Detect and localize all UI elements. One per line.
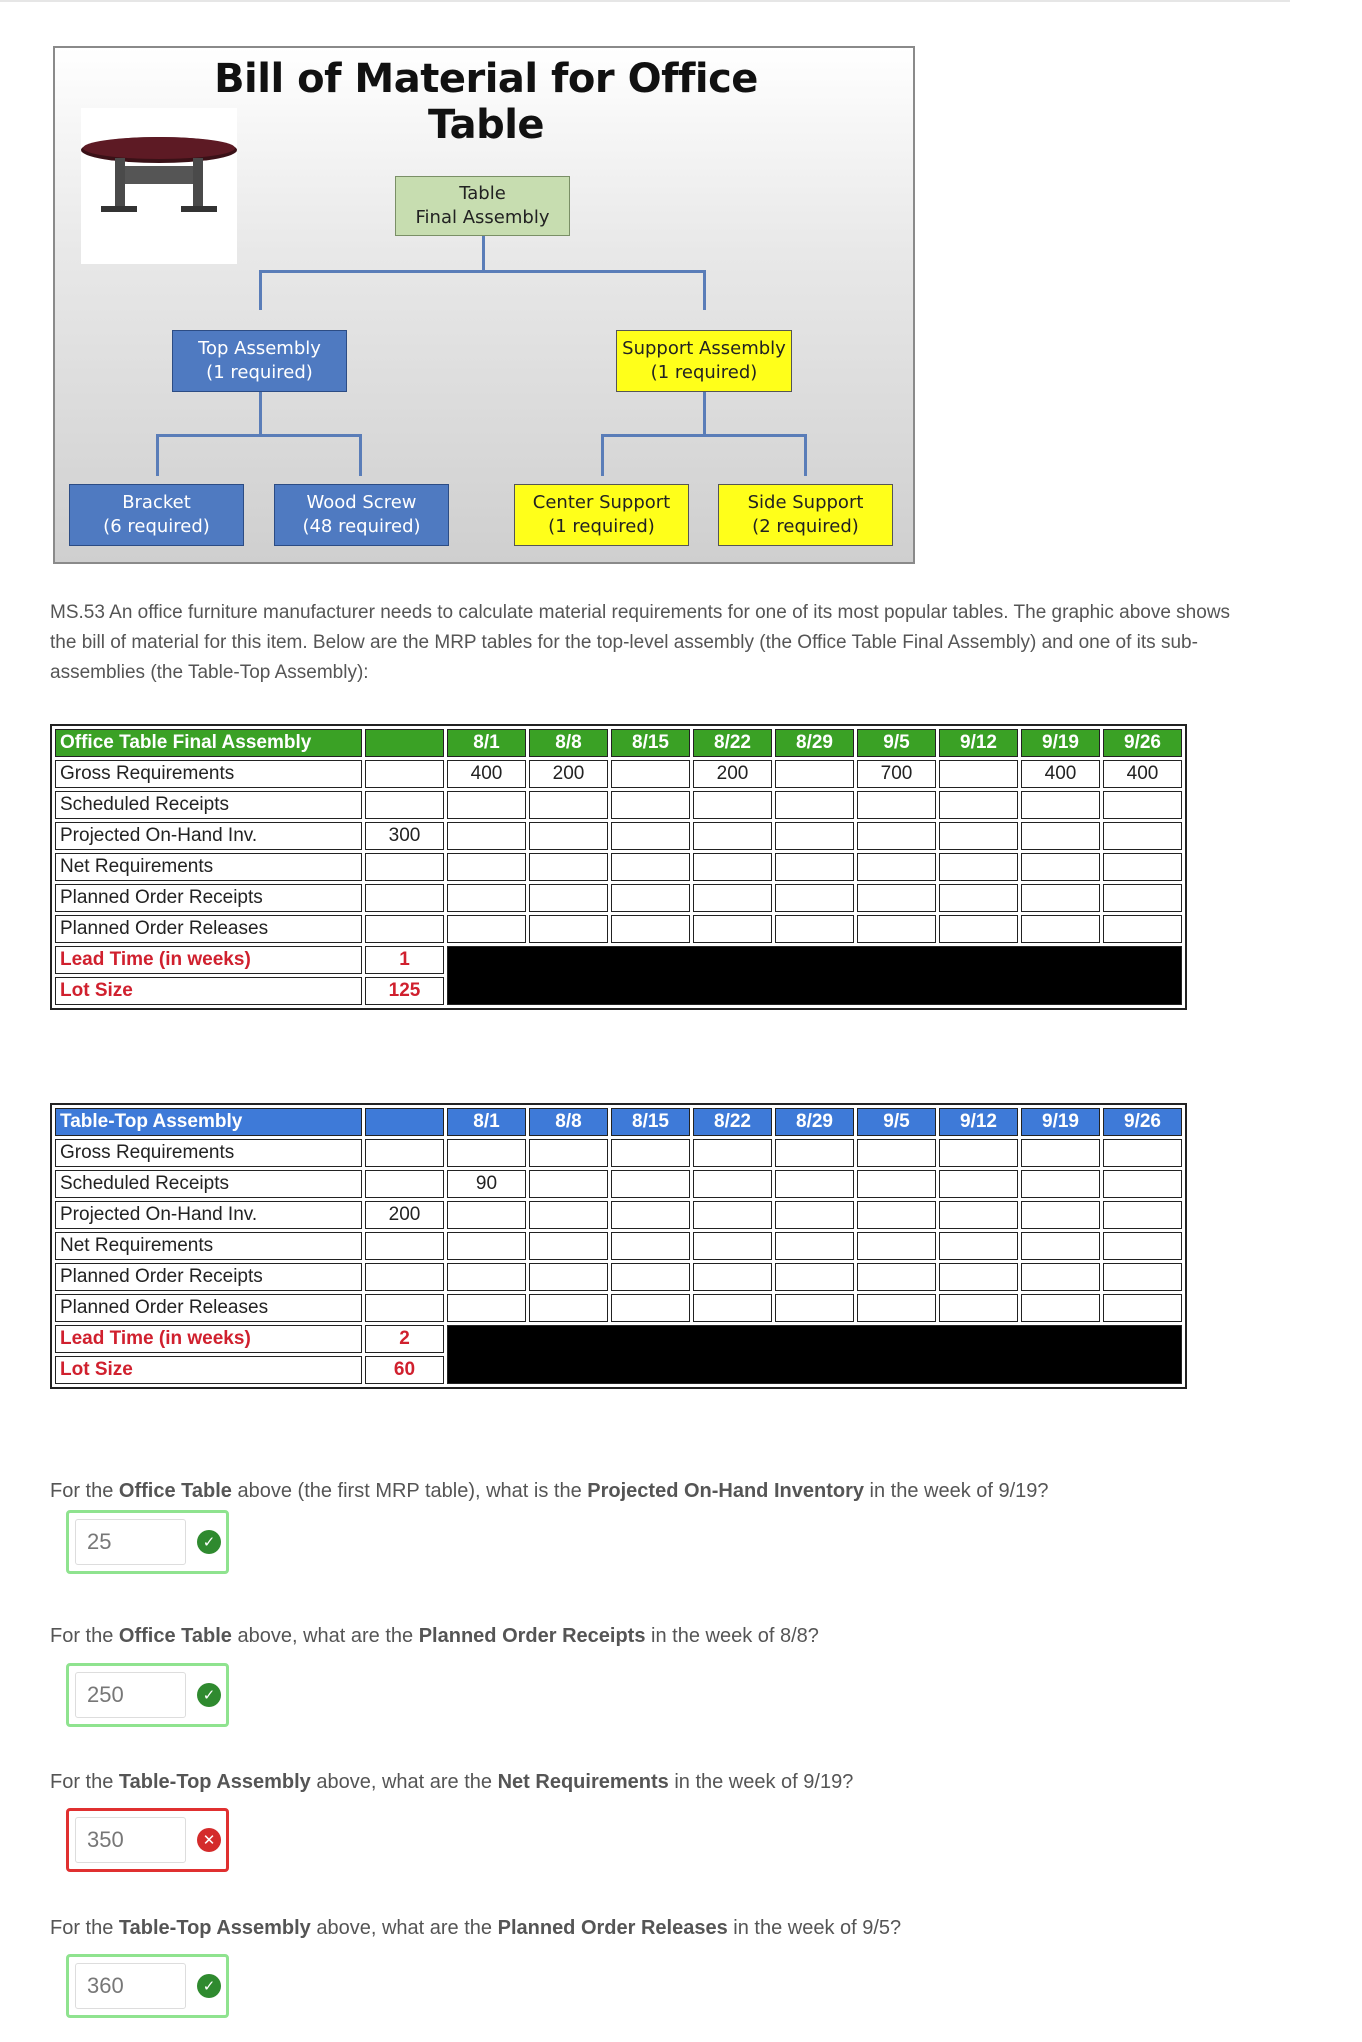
- cell: [447, 1139, 526, 1167]
- problem-intro: MS.53 An office furniture manufacturer needs to calculate material requirements for one of its most popular tables. The graphic above shows the bill of material for this item. Below are the MRP tables for the top-level assembly (the Office Table Final Assembly) and one of its sub-assemblies (the Table-Top Assembly):: [50, 602, 1231, 683]
- cell: [1021, 1232, 1100, 1260]
- cell: [775, 822, 854, 850]
- week-header: 8/8: [529, 729, 608, 757]
- cell: 400: [1021, 760, 1100, 788]
- row-scheduled-receipts: [55, 791, 1182, 819]
- cell: [939, 884, 1018, 912]
- cell: [775, 915, 854, 943]
- cell: [939, 1263, 1018, 1291]
- cell: [1021, 1201, 1100, 1229]
- cell: [693, 915, 772, 943]
- cell: [857, 822, 936, 850]
- cell: [693, 1201, 772, 1229]
- connector: [601, 434, 807, 437]
- row-label: Planned Order Releases: [55, 915, 362, 943]
- header-initial-cell: [365, 729, 444, 757]
- cell: [529, 853, 608, 881]
- cell: [857, 1263, 936, 1291]
- row-label: Planned Order Receipts: [55, 884, 362, 912]
- cell: [775, 884, 854, 912]
- cell: [447, 884, 526, 912]
- answer-box-1: [66, 1510, 229, 1574]
- question-4: For the Table-Top Assembly above, what are the Planned Order Releases in the week of 9/5?: [50, 1917, 902, 1939]
- week-header: 8/15: [611, 1108, 690, 1136]
- cell: [529, 791, 608, 819]
- cell: [1103, 791, 1182, 819]
- table-title: Table-Top Assembly: [55, 1108, 362, 1136]
- blacked-out-area: [447, 946, 1182, 1005]
- week-header: 8/8: [529, 1108, 608, 1136]
- cell: 90: [447, 1170, 526, 1198]
- cell: [611, 1232, 690, 1260]
- node-top-assembly: Top Assembly (1 required): [172, 330, 347, 392]
- lead-time-value: 1: [365, 946, 444, 974]
- row-projected-on-hand: [55, 822, 1182, 850]
- answer-input-2[interactable]: 250: [75, 1672, 186, 1718]
- mrp-table-office-table: [50, 724, 1187, 1010]
- cell: [611, 1170, 690, 1198]
- answer-box-4: [66, 1954, 229, 2018]
- cell: [1103, 884, 1182, 912]
- week-header: 8/22: [693, 1108, 772, 1136]
- cell: [693, 853, 772, 881]
- cell: [939, 853, 1018, 881]
- cell: [857, 1139, 936, 1167]
- initial-cell: [365, 1232, 444, 1260]
- cell: [775, 791, 854, 819]
- cell: [611, 853, 690, 881]
- week-header: 9/5: [857, 729, 936, 757]
- row-label: Scheduled Receipts: [55, 791, 362, 819]
- cell: [1103, 1232, 1182, 1260]
- cell: [611, 884, 690, 912]
- x-circle-icon: ✕: [197, 1828, 221, 1852]
- cell: [857, 853, 936, 881]
- cell: [1021, 884, 1100, 912]
- row-label: Net Requirements: [55, 853, 362, 881]
- question-3: For the Table-Top Assembly above, what are the Net Requirements in the week of 9/19?: [50, 1771, 854, 1793]
- row-label: Gross Requirements: [55, 760, 362, 788]
- cell: [939, 791, 1018, 819]
- blacked-out-area: [447, 1325, 1182, 1384]
- initial-cell: [365, 915, 444, 943]
- answer-box-3: [66, 1808, 229, 1872]
- initial-cell: [365, 760, 444, 788]
- cell: [693, 1263, 772, 1291]
- bom-diagram: [53, 46, 915, 564]
- cell: [611, 1294, 690, 1322]
- cell: [693, 1139, 772, 1167]
- cell: [857, 1170, 936, 1198]
- lot-size-value: 60: [365, 1356, 444, 1384]
- cell: [693, 822, 772, 850]
- cell: [529, 1294, 608, 1322]
- initial-cell: [365, 791, 444, 819]
- cell: [857, 915, 936, 943]
- node-center-support: Center Support (1 required): [514, 484, 689, 546]
- cell: [611, 1139, 690, 1167]
- lot-size-label: Lot Size: [55, 977, 362, 1005]
- cell: [447, 853, 526, 881]
- answer-input-4[interactable]: 360: [75, 1963, 186, 2009]
- cell: [857, 791, 936, 819]
- week-header: 8/15: [611, 729, 690, 757]
- week-header: 8/29: [775, 729, 854, 757]
- cell: [447, 1201, 526, 1229]
- week-header: 8/1: [447, 1108, 526, 1136]
- cell: 400: [447, 760, 526, 788]
- week-header: 9/26: [1103, 1108, 1182, 1136]
- cell: [1021, 853, 1100, 881]
- cell: 200: [529, 760, 608, 788]
- row-label: Scheduled Receipts: [55, 1170, 362, 1198]
- week-header: 9/12: [939, 1108, 1018, 1136]
- lot-size-value: 125: [365, 977, 444, 1005]
- initial-cell: 300: [365, 822, 444, 850]
- table-title: Office Table Final Assembly: [55, 729, 362, 757]
- checkmark-circle-icon: ✓: [197, 1530, 221, 1554]
- row-label: Gross Requirements: [55, 1139, 362, 1167]
- initial-cell: [365, 853, 444, 881]
- cell: [447, 1294, 526, 1322]
- node-table-final-assembly: Table Final Assembly: [395, 176, 570, 236]
- cell: [611, 791, 690, 819]
- week-header: 8/22: [693, 729, 772, 757]
- cell: [693, 1170, 772, 1198]
- connector: [601, 434, 604, 476]
- cell: [775, 1294, 854, 1322]
- cell: [447, 1232, 526, 1260]
- week-header: 8/29: [775, 1108, 854, 1136]
- row-net-requirements: [55, 853, 1182, 881]
- row-scheduled-receipts: [55, 1170, 1182, 1198]
- node-bracket: Bracket (6 required): [69, 484, 244, 546]
- cell: [693, 1294, 772, 1322]
- question-2: For the Office Table above, what are the Planned Order Receipts in the week of 8/8?: [50, 1625, 819, 1647]
- cell: [775, 1170, 854, 1198]
- connector: [482, 234, 485, 272]
- week-header: 9/19: [1021, 729, 1100, 757]
- cell: [529, 1139, 608, 1167]
- checkmark-circle-icon: ✓: [197, 1974, 221, 1998]
- cell: [775, 1232, 854, 1260]
- cell: [939, 822, 1018, 850]
- cell: [447, 822, 526, 850]
- cell: [775, 1139, 854, 1167]
- cell: [939, 760, 1018, 788]
- cell: [1021, 1263, 1100, 1291]
- lead-time-value: 2: [365, 1325, 444, 1353]
- cell: [939, 1294, 1018, 1322]
- cell: 400: [1103, 760, 1182, 788]
- connector: [804, 434, 807, 476]
- cell: [1021, 1139, 1100, 1167]
- cell: [939, 1201, 1018, 1229]
- office-table-illustration: [81, 108, 237, 264]
- cell: [1103, 1201, 1182, 1229]
- initial-cell: [365, 1139, 444, 1167]
- answer-input-1[interactable]: 25: [75, 1519, 186, 1565]
- row-projected-on-hand: [55, 1201, 1182, 1229]
- connector: [259, 270, 706, 273]
- cell: [1103, 853, 1182, 881]
- table-header-row: [55, 1108, 1182, 1136]
- cell: [1103, 915, 1182, 943]
- initial-cell: 200: [365, 1201, 444, 1229]
- cell: [1021, 915, 1100, 943]
- initial-cell: [365, 1294, 444, 1322]
- lead-time-label: Lead Time (in weeks): [55, 1325, 362, 1353]
- cell: [775, 853, 854, 881]
- cell: [447, 1263, 526, 1291]
- week-header: 9/26: [1103, 729, 1182, 757]
- question-1: For the Office Table above (the first MRP table), what is the Projected On-Hand Inventory in the week of 9/19?: [50, 1480, 1049, 1502]
- cell: [1103, 822, 1182, 850]
- cell: 200: [693, 760, 772, 788]
- row-label: Net Requirements: [55, 1232, 362, 1260]
- cell: [1021, 822, 1100, 850]
- cell: 700: [857, 760, 936, 788]
- office-table-image: [81, 108, 237, 264]
- cell: [447, 791, 526, 819]
- cell: [1103, 1263, 1182, 1291]
- cell: [1103, 1294, 1182, 1322]
- cell: [529, 915, 608, 943]
- cell: [529, 1170, 608, 1198]
- node-side-support: Side Support (2 required): [718, 484, 893, 546]
- connector: [156, 434, 159, 476]
- cell: [939, 1232, 1018, 1260]
- cell: [611, 822, 690, 850]
- connector: [703, 270, 706, 310]
- cell: [939, 915, 1018, 943]
- mrp-table-table-top: [50, 1103, 1187, 1389]
- connector: [259, 270, 262, 310]
- header-initial-cell: [365, 1108, 444, 1136]
- lead-time-label: Lead Time (in weeks): [55, 946, 362, 974]
- cell: [611, 1263, 690, 1291]
- cell: [611, 1201, 690, 1229]
- connector: [156, 434, 362, 437]
- cell: [611, 915, 690, 943]
- week-header: 9/12: [939, 729, 1018, 757]
- cell: [775, 760, 854, 788]
- lot-size-label: Lot Size: [55, 1356, 362, 1384]
- week-header: 8/1: [447, 729, 526, 757]
- row-planned-order-receipts: [55, 884, 1182, 912]
- checkmark-circle-icon: ✓: [197, 1683, 221, 1707]
- row-label: Projected On-Hand Inv.: [55, 1201, 362, 1229]
- connector: [703, 392, 706, 436]
- row-net-requirements: [55, 1232, 1182, 1260]
- cell: [529, 1201, 608, 1229]
- node-wood-screw: Wood Screw (48 required): [274, 484, 449, 546]
- cell: [529, 822, 608, 850]
- cell: [857, 1294, 936, 1322]
- cell: [1021, 791, 1100, 819]
- answer-box-2: [66, 1663, 229, 1727]
- row-planned-order-releases: [55, 1294, 1182, 1322]
- cell: [529, 1232, 608, 1260]
- top-divider: [0, 0, 1290, 2]
- week-header: 9/5: [857, 1108, 936, 1136]
- row-lead-time: [55, 1325, 1182, 1353]
- cell: [611, 760, 690, 788]
- cell: [857, 1232, 936, 1260]
- row-planned-order-receipts: [55, 1263, 1182, 1291]
- cell: [857, 884, 936, 912]
- cell: [857, 1201, 936, 1229]
- row-label: Projected On-Hand Inv.: [55, 822, 362, 850]
- row-gross-requirements: [55, 1139, 1182, 1167]
- row-planned-order-releases: [55, 915, 1182, 943]
- cell: [1103, 1139, 1182, 1167]
- cell: [1103, 1170, 1182, 1198]
- cell: [1021, 1170, 1100, 1198]
- initial-cell: [365, 1263, 444, 1291]
- answer-input-3[interactable]: 350: [75, 1817, 186, 1863]
- initial-cell: [365, 1170, 444, 1198]
- table-header-row: [55, 729, 1182, 757]
- cell: [1021, 1294, 1100, 1322]
- initial-cell: [365, 884, 444, 912]
- cell: [939, 1170, 1018, 1198]
- row-gross-requirements: [55, 760, 1182, 788]
- row-label: Planned Order Releases: [55, 1294, 362, 1322]
- connector: [259, 392, 262, 436]
- cell: [693, 884, 772, 912]
- cell: [529, 884, 608, 912]
- week-header: 9/19: [1021, 1108, 1100, 1136]
- connector: [359, 434, 362, 476]
- bom-title: Bill of Material for Office Table: [214, 56, 758, 148]
- cell: [529, 1263, 608, 1291]
- row-lead-time: [55, 946, 1182, 974]
- cell: [775, 1201, 854, 1229]
- row-label: Planned Order Receipts: [55, 1263, 362, 1291]
- cell: [447, 915, 526, 943]
- node-support-assembly: Support Assembly (1 required): [616, 330, 792, 392]
- cell: [693, 1232, 772, 1260]
- cell: [775, 1263, 854, 1291]
- cell: [693, 791, 772, 819]
- cell: [939, 1139, 1018, 1167]
